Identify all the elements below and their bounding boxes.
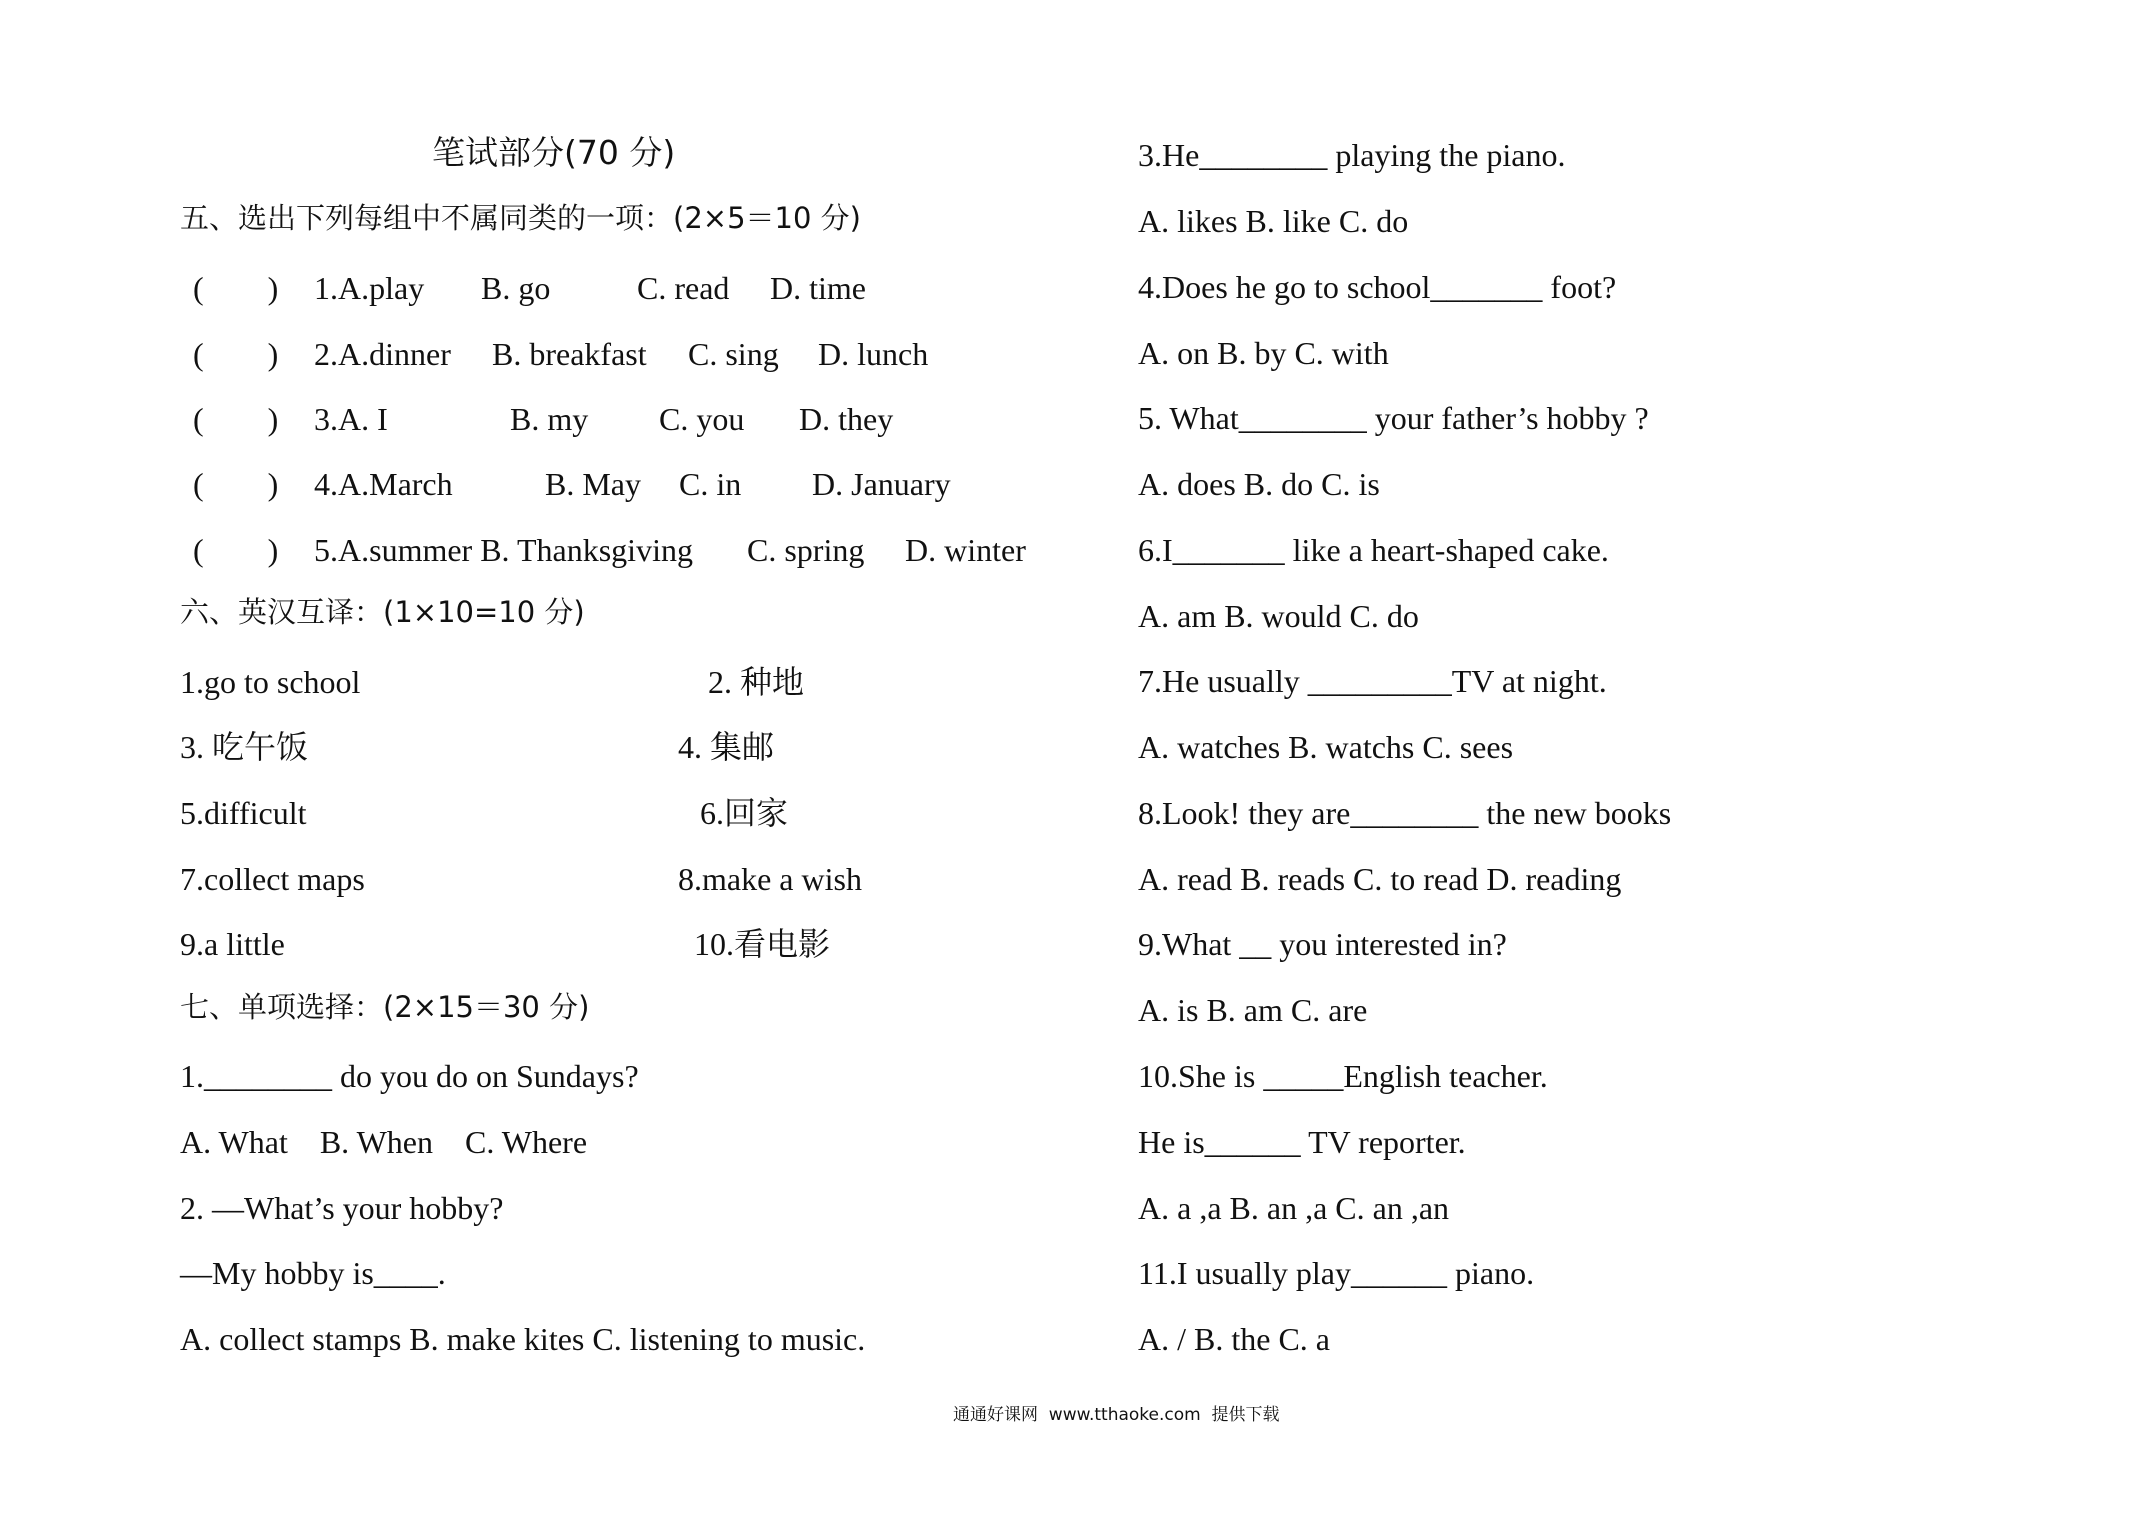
option-c: C. spring	[747, 532, 865, 568]
list-item: 5.difficult	[180, 795, 307, 831]
list-item: 2. 种地	[708, 664, 805, 700]
answer-blank: ( )	[193, 401, 279, 437]
option-c: C. in	[679, 466, 742, 502]
list-item: 7.collect maps	[180, 861, 365, 897]
question-option-a: 5.A.summer B. Thanksgiving	[314, 532, 693, 568]
question-line: 10.She is _____English teacher.	[1138, 1058, 1548, 1094]
question-line: He is______ TV reporter.	[1138, 1124, 1466, 1160]
option-d: D. winter	[905, 532, 1026, 568]
question-line: 2. —What’s your hobby?	[180, 1190, 504, 1226]
question-line: A. a ,a B. an ,a C. an ,an	[1138, 1190, 1450, 1226]
question-line: 3.He________ playing the piano.	[1138, 137, 1566, 173]
list-item: 6.回家	[700, 795, 789, 831]
question-line: A. is B. am C. are	[1138, 992, 1368, 1028]
list-item: 1.go to school	[180, 664, 361, 700]
answer-blank: ( )	[193, 532, 279, 568]
footer-credit: 通通好课网 www.tthaoke.com 提供下载	[953, 1405, 1280, 1425]
question-line: A. / B. the C. a	[1138, 1321, 1330, 1357]
question-line: A. watches B. watchs C. sees	[1138, 729, 1514, 765]
option-b: B. May	[545, 466, 641, 502]
question-line: 5. What________ your father’s hobby ?	[1138, 400, 1649, 436]
option-c: C. read	[637, 270, 730, 306]
list-item: 8.make a wish	[678, 861, 862, 897]
list-item: 10.看电影	[694, 926, 831, 962]
question-line: A. collect stamps B. make kites C. listening to music.	[180, 1321, 866, 1357]
question-line: 8.Look! they are________ the new books	[1138, 795, 1672, 831]
question-line: 4.Does he go to school_______ foot?	[1138, 269, 1617, 305]
answer-blank: ( )	[193, 270, 279, 306]
question-line: 11.I usually play______ piano.	[1138, 1255, 1535, 1291]
question-line: A. likes B. like C. do	[1138, 203, 1409, 239]
list-item: 9.a little	[180, 926, 285, 962]
question-line: A. What B. When C. Where	[180, 1124, 588, 1160]
question-line: 6.I_______ like a heart-shaped cake.	[1138, 532, 1609, 568]
answer-blank: ( )	[193, 466, 279, 502]
question-option-a: 2.A.dinner	[314, 336, 451, 372]
answer-blank: ( )	[193, 336, 279, 372]
question-line: A. on B. by C. with	[1138, 335, 1389, 371]
question-line: A. am B. would C. do	[1138, 598, 1419, 634]
option-c: C. sing	[688, 336, 779, 372]
option-d: D. lunch	[818, 336, 929, 372]
question-option-a: 3.A. I	[314, 401, 388, 437]
section-7-heading: 七、单项选择：(2×15＝30 分)	[180, 990, 590, 1024]
list-item: 3. 吃午饭	[180, 729, 309, 765]
option-b: B. my	[510, 401, 589, 437]
list-item: 4. 集邮	[678, 729, 775, 765]
option-c: C. you	[659, 401, 745, 437]
option-d: D. time	[770, 270, 866, 306]
question-line: 1.________ do you do on Sundays?	[180, 1058, 639, 1094]
question-option-a: 1.A.play	[314, 270, 425, 306]
option-d: D. January	[812, 466, 951, 502]
question-line: 9.What __ you interested in?	[1138, 926, 1507, 962]
question-line: 7.He usually _________TV at night.	[1138, 663, 1607, 699]
option-b: B. go	[481, 270, 551, 306]
question-line: —My hobby is____.	[180, 1255, 446, 1291]
question-line: A. does B. do C. is	[1138, 466, 1380, 502]
option-b: B. breakfast	[492, 336, 647, 372]
page-title: 笔试部分(70 分)	[432, 133, 676, 172]
question-line: A. read B. reads C. to read D. reading	[1138, 861, 1622, 897]
option-d: D. they	[799, 401, 894, 437]
section-6-heading: 六、英汉互译：(1×10=10 分)	[180, 595, 585, 629]
section-5-heading: 五、选出下列每组中不属同类的一项：(2×5＝10 分)	[180, 201, 861, 235]
question-option-a: 4.A.March	[314, 466, 453, 502]
